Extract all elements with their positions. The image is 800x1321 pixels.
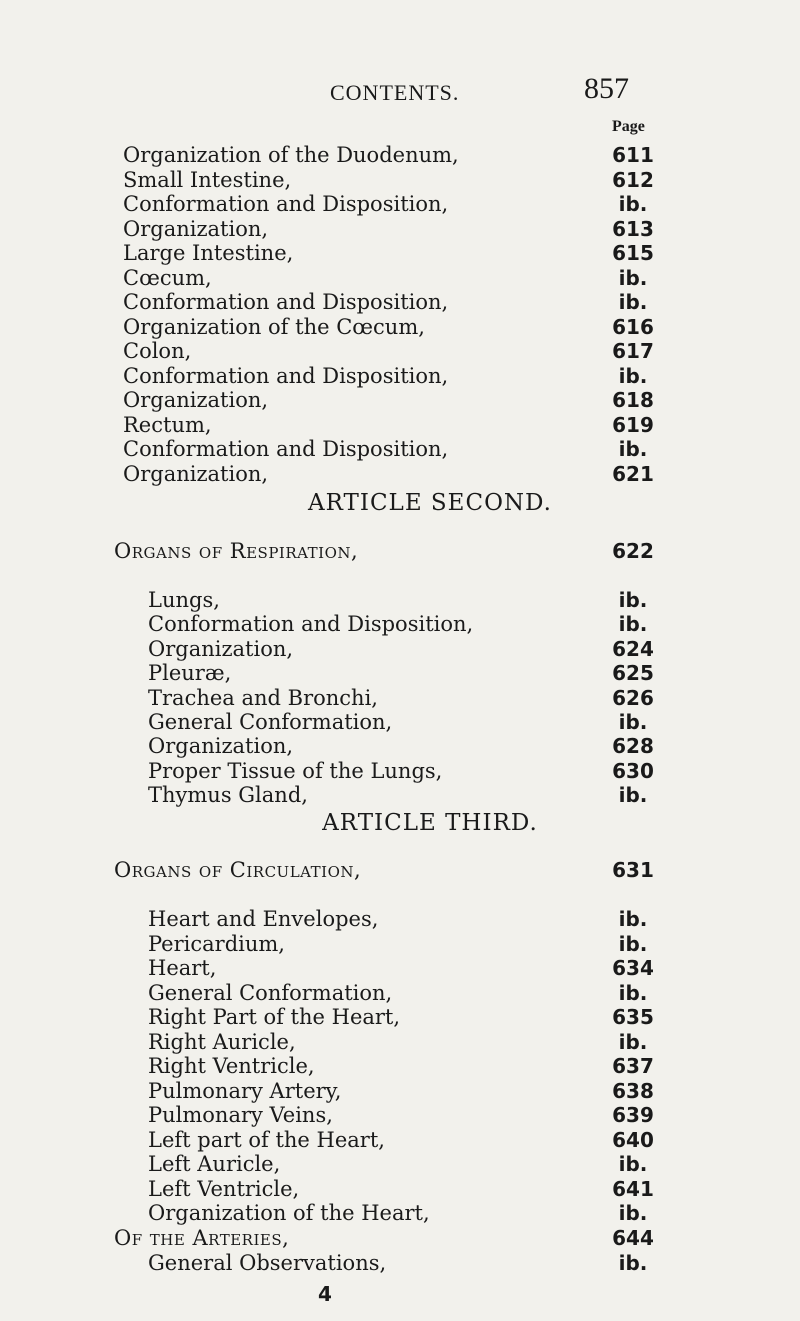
entry-page: 626 <box>612 685 654 710</box>
entry-title: Organization of the Duodenum, <box>123 143 459 167</box>
entry-page: 641 <box>612 1176 654 1201</box>
entry-title: Organs of Respiration, <box>114 539 359 563</box>
entry-page: ib. <box>618 907 648 931</box>
toc-entry <box>0 338 800 364</box>
entry-title: Right Auricle, <box>148 1029 296 1054</box>
toc-entry <box>0 387 800 413</box>
entry-title: Organization of the Cœcum, <box>123 314 425 339</box>
entry-title: Organization, <box>148 636 294 661</box>
entry-title: General Conformation, <box>148 710 393 734</box>
entry-title: Right Ventricle, <box>148 1054 315 1078</box>
toc-entry <box>0 1176 800 1202</box>
article-second-heading: ARTICLE SECOND. <box>308 490 552 516</box>
entry-title: Left Auricle, <box>148 1152 281 1176</box>
entry-title: Conformation and Disposition, <box>123 192 449 216</box>
toc-entry <box>0 660 800 686</box>
entry-page: 640 <box>612 1127 654 1152</box>
entry-page: 634 <box>612 956 654 980</box>
entry-title: Conformation and Disposition, <box>123 290 449 314</box>
entry-page: 617 <box>612 339 654 363</box>
running-title: CONTENTS. <box>330 80 460 105</box>
toc-entry <box>0 1029 800 1055</box>
entry-page: 631 <box>612 858 654 882</box>
toc-main-entry-circulation <box>0 857 800 883</box>
entry-title: Organs of Circulation, <box>114 858 362 882</box>
entry-title: Organization, <box>148 734 294 759</box>
signature-mark: 4 <box>318 1282 332 1306</box>
entry-title: Thymus Gland, <box>148 783 308 808</box>
entry-title: Conformation and Disposition, <box>123 363 449 388</box>
entry-page: 639 <box>612 1103 654 1127</box>
entry-page: ib. <box>618 783 648 808</box>
toc-entry <box>0 709 800 735</box>
page-number: 857 <box>584 72 629 105</box>
entry-page: 644 <box>612 1226 654 1250</box>
entry-title: Left part of the Heart, <box>148 1127 385 1152</box>
toc-main-entry-respiration <box>0 538 800 564</box>
toc-entry <box>0 758 800 784</box>
toc-entry <box>0 191 800 217</box>
entry-page: ib. <box>618 437 648 461</box>
toc-entry <box>0 955 800 981</box>
toc-entry <box>0 265 800 291</box>
page-column-header: Page <box>612 118 645 135</box>
entry-title: Cœcum, <box>123 265 212 290</box>
entry-page: ib. <box>618 363 648 388</box>
entry-title: Heart, <box>148 956 217 980</box>
entry-page: 635 <box>612 1005 654 1029</box>
entry-title: Conformation and Disposition, <box>123 437 449 461</box>
entry-title: Large Intestine, <box>123 241 294 265</box>
entry-page: ib. <box>618 1201 648 1225</box>
entry-title: Trachea and Bronchi, <box>148 685 378 710</box>
entry-title: Organization of the Heart, <box>148 1201 430 1225</box>
toc-entry <box>0 733 800 759</box>
toc-entry <box>0 685 800 711</box>
entry-page: ib. <box>618 265 648 290</box>
entry-title: Rectum, <box>123 412 212 437</box>
entry-title: Left Ventricle, <box>148 1176 300 1201</box>
entry-title: Pulmonary Artery, <box>148 1078 342 1103</box>
toc-entry <box>0 931 800 957</box>
entry-page: 638 <box>612 1078 654 1103</box>
entry-page: 619 <box>612 412 654 437</box>
entry-page: 615 <box>612 241 654 265</box>
entry-title: Organization, <box>123 216 269 241</box>
entry-page: 630 <box>612 758 654 783</box>
entry-title: Heart and Envelopes, <box>148 907 379 931</box>
toc-entry <box>0 363 800 389</box>
toc-entry <box>0 314 800 340</box>
toc-entry <box>0 906 800 932</box>
toc-entry <box>0 1127 800 1153</box>
toc-entry <box>0 1151 800 1177</box>
entry-page: 611 <box>612 143 654 167</box>
entry-page: 628 <box>612 734 654 759</box>
article-third-heading: ARTICLE THIRD. <box>322 810 538 836</box>
entry-page: 616 <box>612 314 654 339</box>
toc-entry <box>0 782 800 808</box>
entry-title: Right Part of the Heart, <box>148 1005 401 1029</box>
entry-page: 621 <box>612 461 654 486</box>
entry-page: 624 <box>612 636 654 661</box>
entry-title: Small Intestine, <box>123 167 292 192</box>
entry-page: ib. <box>618 612 648 637</box>
toc-entry <box>0 636 800 662</box>
entry-page: ib. <box>618 192 648 216</box>
toc-entry <box>0 216 800 242</box>
entry-title: Lungs, <box>148 588 220 612</box>
toc-main-entry-arteries <box>0 1225 800 1251</box>
entry-page: ib. <box>618 1029 648 1054</box>
entry-page: 637 <box>612 1054 654 1078</box>
entry-title: General Conformation, <box>148 980 393 1005</box>
entry-title: Pleuræ, <box>148 661 232 686</box>
entry-title: Organization, <box>123 388 269 412</box>
toc-entry <box>0 1004 800 1030</box>
toc-entry <box>0 461 800 487</box>
entry-page: ib. <box>618 588 648 612</box>
entry-page: 613 <box>612 216 654 241</box>
toc-entry-general-observations <box>0 1250 800 1276</box>
entry-title: Colon, <box>123 339 192 363</box>
toc-entry <box>0 240 800 266</box>
entry-page: ib. <box>618 1152 648 1176</box>
entry-title: Conformation and Disposition, <box>148 612 474 637</box>
entry-title: Pulmonary Veins, <box>148 1103 333 1127</box>
entry-page: 622 <box>612 539 654 563</box>
entry-page: ib. <box>618 290 648 314</box>
toc-entry <box>0 1102 800 1128</box>
entry-title: Proper Tissue of the Lungs, <box>148 758 443 783</box>
toc-entry <box>0 142 800 168</box>
toc-entry <box>0 980 800 1006</box>
toc-entry <box>0 1200 800 1226</box>
entry-page: 625 <box>612 661 654 686</box>
entry-title: Pericardium, <box>148 931 285 956</box>
toc-entry <box>0 611 800 637</box>
page-header <box>0 72 800 110</box>
toc-entry <box>0 587 800 613</box>
entry-title: General Observations, <box>148 1251 387 1275</box>
toc-entry <box>0 436 800 462</box>
entry-page: ib. <box>618 980 648 1005</box>
toc-entry <box>0 289 800 315</box>
entry-title: Of the Arteries, <box>114 1226 290 1250</box>
toc-entry <box>0 1078 800 1104</box>
entry-title: Organization, <box>123 461 269 486</box>
toc-entry <box>0 412 800 438</box>
entry-page: ib. <box>618 1251 648 1275</box>
entry-page: 618 <box>612 388 654 412</box>
entry-page: ib. <box>618 710 648 734</box>
toc-entry <box>0 1053 800 1079</box>
entry-page: 612 <box>612 167 654 192</box>
entry-page: ib. <box>618 931 648 956</box>
toc-entry <box>0 167 800 193</box>
